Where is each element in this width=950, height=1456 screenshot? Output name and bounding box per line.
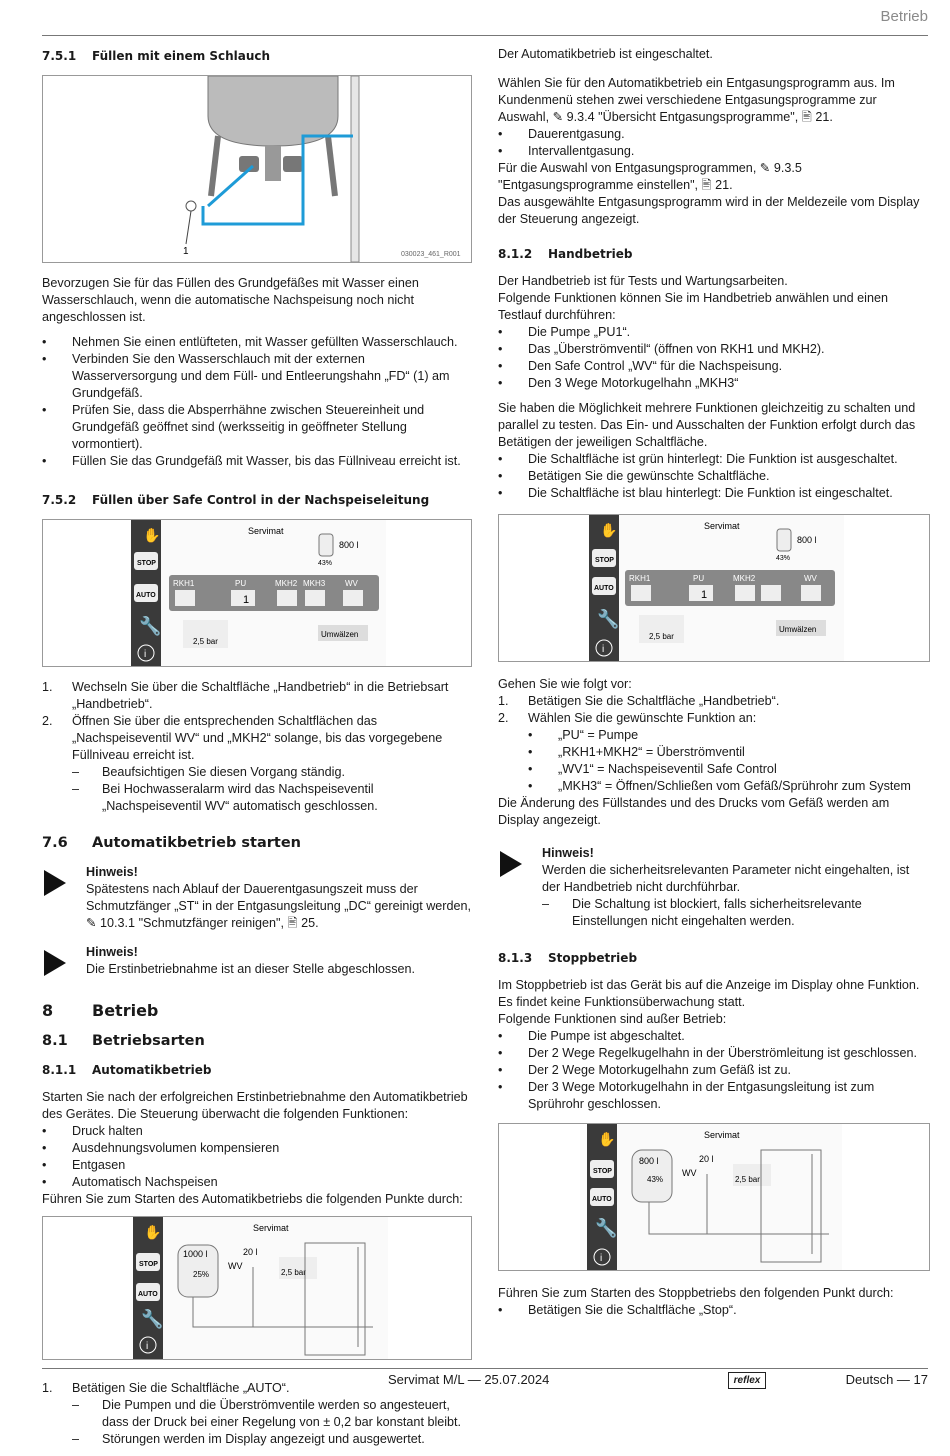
label-pu: PU bbox=[693, 574, 705, 583]
list-item: • Dauerentgasung. bbox=[498, 126, 930, 143]
list-item: • Das „Überströmventil“ (öffnen von RKH1 und MKH2). bbox=[498, 341, 930, 358]
percent-label: 43% bbox=[647, 1175, 664, 1184]
paragraph: Führen Sie zum Starten des Automatikbetriebs die folgenden Punkte durch: bbox=[42, 1192, 463, 1206]
auto-button: AUTO bbox=[138, 1291, 158, 1298]
header-section: Betrieb bbox=[880, 8, 928, 25]
note-title: Hinweis! bbox=[542, 846, 594, 860]
label-wv: WV bbox=[345, 579, 358, 588]
manual-mode-screen bbox=[499, 515, 930, 661]
list-item: • „PU“ = Pumpe bbox=[498, 727, 930, 744]
pressure-label: 2,5 bar bbox=[193, 637, 218, 646]
paragraph: Das ausgewählte Entgasungsprogramm wird in der Meldezeile vom Display der Steuerung angezeigt. bbox=[498, 195, 920, 226]
list-item: 2. Öffnen Sie über die entsprechenden Schaltflächen das „Nachspeiseventil WV“ und „MKH2“ solange, bis das vorgegebene Füllniveau erreicht ist. – Beaufsichtigen Sie diesen Vorgang ständig. – Bei Hochwasseralarm wird das Nachspeiseventil „Nachspeiseventil WV“ automatisch geschlossen. bbox=[42, 713, 472, 815]
heading-7-5-1: 7.5.1 Füllen mit einem Schlauch bbox=[42, 49, 271, 63]
header-rule bbox=[42, 35, 928, 36]
stop-mode-screen bbox=[499, 1124, 930, 1270]
list-item: • „MKH3“ = Öffnen/Schließen vom Gefäß/Sprührohr zum System bbox=[498, 778, 930, 795]
footer-page: Deutsch — 17 bbox=[845, 1372, 928, 1387]
screen-title: Servimat bbox=[704, 1130, 740, 1140]
auto-button: AUTO bbox=[594, 585, 614, 592]
auto-button: AUTO bbox=[592, 1196, 612, 1203]
dash-list bbox=[542, 896, 930, 930]
note-title: Hinweis! bbox=[86, 945, 138, 959]
small-volume-label: 20 l bbox=[243, 1247, 258, 1257]
list-item: • Die Pumpe ist abgeschaltet. bbox=[498, 1028, 930, 1045]
list-item: • Die Schaltfläche ist blau hinterlegt: Die Funktion ist eingeschaltet. bbox=[498, 485, 930, 502]
list-item: • Die Pumpe „PU1“. bbox=[498, 324, 930, 341]
note-arrow-icon bbox=[44, 870, 66, 896]
heading-8: 8 Betrieb bbox=[42, 1001, 159, 1020]
stop-button: STOP bbox=[139, 1261, 158, 1268]
numbered-list bbox=[498, 693, 930, 727]
wrench-icon: 🔧 bbox=[141, 1309, 164, 1329]
wv-label: WV bbox=[228, 1261, 243, 1271]
list-item: • Der 2 Wege Motorkugelhahn zum Gefäß ist zu. bbox=[498, 1062, 930, 1079]
volume-label: 800 l bbox=[797, 535, 817, 545]
label-mkh3: MKH3 bbox=[303, 579, 326, 588]
figure-callout-1: 1 bbox=[183, 246, 189, 257]
list-item: • Intervallentgasung. bbox=[498, 143, 930, 160]
heading-8-1: 8.1 Betriebsarten bbox=[42, 1033, 205, 1049]
list-item: • Betätigen Sie die Schaltfläche „Stop“. bbox=[498, 1302, 930, 1319]
label-rkh1: RKH1 bbox=[173, 579, 195, 588]
paragraph: Der Handbetrieb ist für Tests und Wartungsarbeiten. bbox=[498, 274, 788, 288]
list-item: 1. Betätigen Sie die Schaltfläche „Handbetrieb“. bbox=[498, 694, 780, 708]
label-mkh2: MKH2 bbox=[733, 574, 756, 583]
hand-icon: ✋ bbox=[143, 527, 161, 543]
paragraph: Bevorzugen Sie für das Füllen des Grundgefäßes mit Wasser einen Wasserschlauch, wenn die automatische Nachspeisung noch nicht angeschlossen ist. bbox=[42, 276, 419, 324]
list-item: – Beaufsichtigen Sie diesen Vorgang ständig. bbox=[72, 764, 472, 781]
paragraph: Wählen Sie für den Automatikbetrieb ein Entgasungsprogramm aus. Im Kundenmenü stehen zwei verschiedene Entgasungsprogramme zur Auswahl, ✎ 9.3.4 "Übersicht Entgasungsprogramme", 🖹 21. bbox=[498, 76, 895, 124]
dash-list bbox=[72, 764, 472, 815]
list-item: – Die Schaltung ist blockiert, falls sicherheitsrelevante Einstellungen nicht eingehalten werden. bbox=[542, 896, 930, 930]
list-item: • Füllen Sie das Grundgefäß mit Wasser, bis das Füllniveau erreicht ist. bbox=[42, 453, 472, 470]
note-arrow-icon bbox=[44, 950, 66, 976]
list-item: • „WV1“ = Nachspeiseventil Safe Control bbox=[498, 761, 930, 778]
hand-icon: ✋ bbox=[144, 1224, 162, 1240]
figure-stop-screen bbox=[498, 1123, 930, 1271]
hose-filling-illustration bbox=[43, 76, 472, 262]
heading-7-6: 7.6 Automatikbetrieb starten bbox=[42, 835, 301, 851]
list-item: • Verbinden Sie den Wasserschlauch mit der externen Wasserversorgung und dem Füll- und Entleerungshahn „FD“ (1) am Grundgefäß. bbox=[42, 351, 472, 402]
list-item: • „RKH1+MKH2“ = Überströmventil bbox=[498, 744, 930, 761]
volume-label: 800 l bbox=[639, 1156, 659, 1166]
list-item: • Automatisch Nachspeisen bbox=[42, 1174, 472, 1191]
note-text: Die Erstinbetriebnahme ist an dieser Stelle abgeschlossen. bbox=[86, 962, 416, 976]
wv-label: WV bbox=[682, 1168, 697, 1178]
umwaelzen-button: Umwälzen bbox=[321, 630, 359, 639]
label-pu: PU bbox=[235, 579, 247, 588]
stop-button: STOP bbox=[593, 1168, 612, 1175]
heading-7-5-2: 7.5.2 Füllen über Safe Control in der Nachspeiseleitung bbox=[42, 493, 430, 507]
bullet-list bbox=[498, 126, 930, 160]
paragraph: Der Automatikbetrieb ist eingeschaltet. bbox=[498, 47, 713, 61]
volume-label: 1000 l bbox=[183, 1249, 208, 1259]
hand-icon: ✋ bbox=[600, 522, 618, 538]
volume-label: 800 l bbox=[339, 540, 359, 550]
info-icon: i bbox=[146, 1341, 149, 1352]
umwaelzen-button: Umwälzen bbox=[779, 625, 817, 634]
list-item: • Ausdehnungsvolumen kompensieren bbox=[42, 1140, 472, 1157]
wrench-icon: 🔧 bbox=[597, 609, 620, 629]
percent-label: 43% bbox=[776, 555, 791, 562]
list-item: • Die Schaltfläche ist grün hinterlegt: Die Funktion ist ausgeschaltet. bbox=[498, 451, 930, 468]
small-volume-label: 20 l bbox=[699, 1154, 714, 1164]
paragraph: Sie haben die Möglichkeit mehrere Funktionen gleichzeitig zu schalten und parallel zu testen. Das Ein- und Ausschalten der Funktion erfolgt durch das Betätigen der jeweiligen Schaltfläche. bbox=[498, 401, 916, 449]
paragraph: Starten Sie nach der erfolgreichen Erstinbetriebnahme den Automatikbetrieb des Gerätes. Die Steuerung überwacht die folgenden Funktionen: bbox=[42, 1090, 468, 1121]
bullet-list bbox=[42, 1123, 472, 1191]
stop-button: STOP bbox=[595, 557, 614, 564]
label-mkh2: MKH2 bbox=[275, 579, 298, 588]
percent-label: 43% bbox=[318, 560, 333, 567]
note-title: Hinweis! bbox=[86, 865, 138, 879]
list-item: 1. Betätigen Sie die Schaltfläche „AUTO“. – Die Pumpen und die Überströmventile werden so angesteuert, dass der Druck bei einer Regelung von ± 0,2 bar konstant bleibt. – Störungen werden im Display angezeigt und ausgewertet. bbox=[42, 1380, 472, 1448]
paragraph: Führen Sie zum Starten des Stoppbetriebs den folgenden Punkt durch: bbox=[498, 1286, 894, 1300]
footer-rule bbox=[42, 1368, 928, 1369]
label-rkh1: RKH1 bbox=[629, 574, 651, 583]
list-item: • Der 2 Wege Regelkugelhahn in der Überströmleitung ist geschlossen. bbox=[498, 1045, 930, 1062]
paragraph: Gehen Sie wie folgt vor: bbox=[498, 677, 632, 691]
bullet-list bbox=[498, 324, 930, 392]
note-box bbox=[498, 845, 930, 930]
paragraph: Folgende Funktionen können Sie im Handbetrieb anwählen und einen Testlauf durchführen: bbox=[498, 291, 888, 322]
figure-code: 030023_461_R001 bbox=[401, 251, 461, 258]
footer-doc: Servimat M/L — 25.07.2024 bbox=[388, 1372, 550, 1387]
numbered-list bbox=[42, 1380, 472, 1448]
heading-8-1-3: 8.1.3 Stoppbetrieb bbox=[498, 951, 638, 965]
wrench-icon: 🔧 bbox=[595, 1218, 618, 1238]
list-item: – Die Pumpen und die Überströmventile werden so angesteuert, dass der Druck bei einer Regelung von ± 0,2 bar konstant bleibt. bbox=[72, 1397, 472, 1431]
paragraph: Folgende Funktionen sind außer Betrieb: bbox=[498, 1012, 727, 1026]
note-box bbox=[42, 864, 472, 932]
figure-manual-screen-2 bbox=[498, 514, 930, 662]
note-text: Spätestens nach Ablauf der Dauerentgasungszeit muss der Schmutzfänger „ST“ in der Entgasungsleitung „DC“ gereinigt werden, ✎ 10.3.1 "Schmutzfänger reinigen", 🖹 25. bbox=[86, 882, 471, 930]
list-item: 2. Wählen Sie die gewünschte Funktion an: bbox=[498, 711, 757, 725]
auto-button: AUTO bbox=[136, 592, 156, 599]
figure-hose-filling bbox=[42, 75, 472, 263]
bullet-list bbox=[498, 451, 930, 502]
hand-icon: ✋ bbox=[598, 1131, 616, 1147]
paragraph: Für die Auswahl von Entgasungsprogrammen, ✎ 9.3.5 "Entgasungsprogramme einstellen", 🖹 21. bbox=[498, 161, 802, 192]
figure-auto-screen bbox=[42, 1216, 472, 1360]
list-item: – Störungen werden im Display angezeigt und ausgewertet. bbox=[72, 1431, 472, 1448]
heading-8-1-1: 8.1.1 Automatikbetrieb bbox=[42, 1063, 212, 1077]
info-icon: i bbox=[600, 1253, 603, 1264]
screen-title: Servimat bbox=[248, 526, 284, 536]
pressure-label: 2,5 bar bbox=[649, 632, 674, 641]
stop-button: STOP bbox=[137, 560, 156, 567]
bullet-list bbox=[498, 1302, 930, 1319]
list-item: • Den 3 Wege Motorkugelhahn „MKH3“ bbox=[498, 375, 930, 392]
auto-mode-screen bbox=[43, 1217, 472, 1359]
reflex-logo: reflex bbox=[728, 1372, 766, 1389]
left-column bbox=[42, 46, 472, 1456]
figure-manual-screen bbox=[42, 519, 472, 667]
info-icon: i bbox=[602, 644, 605, 655]
note-arrow-icon bbox=[500, 851, 522, 877]
percent-label: 25% bbox=[193, 1270, 210, 1279]
note-text: Werden die sicherheitsrelevanten Parameter nicht eingehalten, ist der Handbetrieb nicht durchführbar. bbox=[542, 863, 910, 894]
screen-title: Servimat bbox=[704, 521, 740, 531]
list-item: • Druck halten bbox=[42, 1123, 472, 1140]
pu-number: 1 bbox=[701, 589, 708, 601]
dash-list bbox=[72, 1397, 472, 1448]
bullet-list bbox=[42, 334, 472, 470]
numbered-list bbox=[42, 679, 472, 815]
manual-mode-screen bbox=[43, 520, 472, 666]
list-item: • Nehmen Sie einen entlüfteten, mit Wasser gefüllten Wasserschlauch. bbox=[42, 334, 472, 351]
list-item: • Der 3 Wege Motorkugelhahn in der Entgasungsleitung ist zum Sprührohr geschlossen. bbox=[498, 1079, 930, 1113]
list-item: • Den Safe Control „WV“ für die Nachspeisung. bbox=[498, 358, 930, 375]
wrench-icon: 🔧 bbox=[139, 616, 162, 636]
list-item: 1. Wechseln Sie über die Schaltfläche „Handbetrieb“ in die Betriebsart „Handbetrieb“. bbox=[42, 680, 449, 711]
list-item: – Bei Hochwasseralarm wird das Nachspeiseventil „Nachspeiseventil WV“ automatisch geschlossen. bbox=[72, 781, 472, 815]
paragraph: Im Stoppbetrieb ist das Gerät bis auf die Anzeige im Display ohne Funktion. Es findet keine Funktionsüberwachung statt. bbox=[498, 978, 920, 1009]
heading-8-1-2: 8.1.2 Handbetrieb bbox=[498, 247, 633, 261]
bullet-list bbox=[498, 1028, 930, 1113]
pu-number: 1 bbox=[243, 594, 250, 606]
screen-title: Servimat bbox=[253, 1223, 289, 1233]
label-wv: WV bbox=[804, 574, 817, 583]
list-item: • Prüfen Sie, dass die Absperrhähne zwischen Steuereinheit und Grundgefäß geöffnet sind (werksseitig in geöffneter Stellung vormontiert). bbox=[42, 402, 472, 453]
list-item: • Entgasen bbox=[42, 1157, 472, 1174]
right-column bbox=[498, 46, 930, 1327]
info-icon: i bbox=[144, 649, 147, 660]
paragraph: Die Änderung des Füllstandes und des Drucks vom Gefäß werden am Display angezeigt. bbox=[498, 796, 890, 827]
note-box bbox=[42, 944, 472, 978]
pressure-label: 2,5 bar bbox=[281, 1268, 306, 1277]
list-item: • Betätigen Sie die gewünschte Schaltfläche. bbox=[498, 468, 930, 485]
bullet-list bbox=[498, 727, 930, 795]
pressure-label: 2,5 bar bbox=[735, 1175, 760, 1184]
